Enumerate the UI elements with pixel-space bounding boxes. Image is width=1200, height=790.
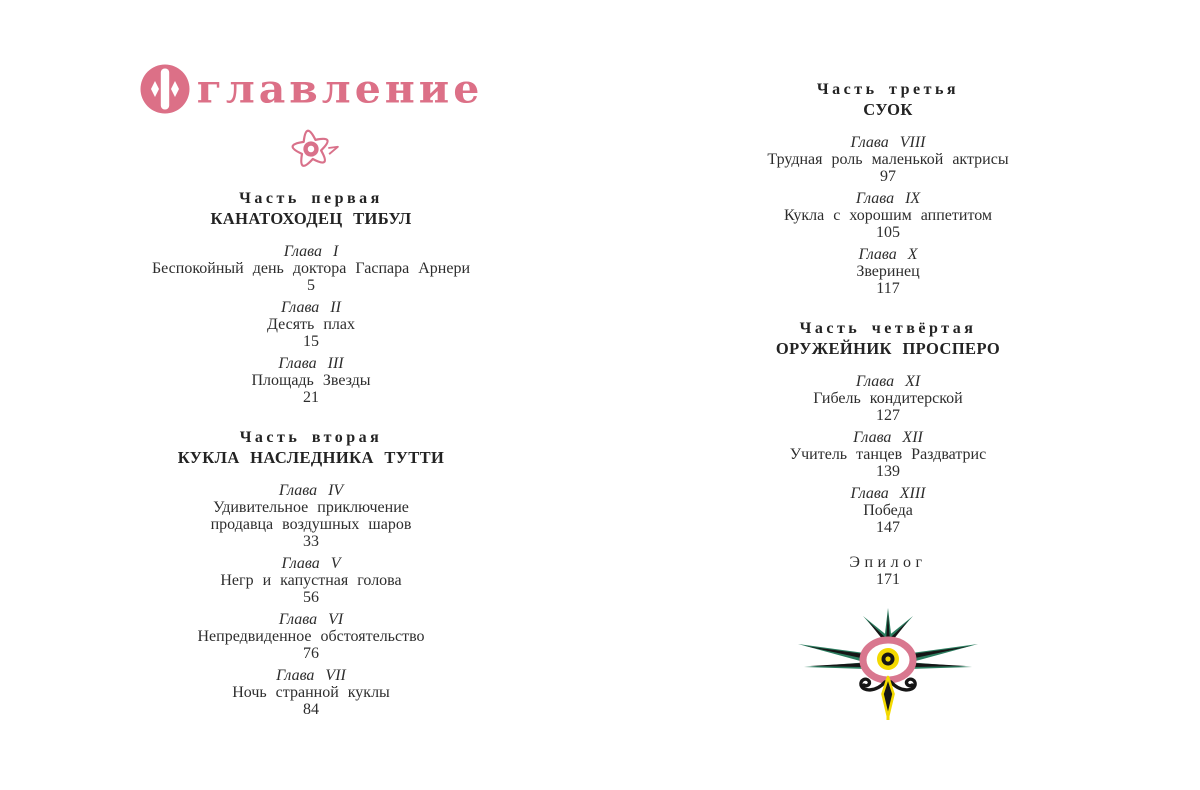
rosette-flower-icon	[283, 125, 339, 173]
chapter-label: Глава IV	[278, 482, 344, 499]
chapter-title-line: Ночь странной куклы	[232, 684, 390, 701]
chapter-label: Глава XIII	[850, 485, 926, 502]
flower-ornament	[101, 125, 521, 173]
toc-left-page	[101, 62, 521, 718]
part-name: Часть третья	[816, 81, 960, 98]
page-title-text: главление	[196, 65, 484, 112]
chapter-title-line: Победа	[863, 502, 913, 519]
chapter-title-line: Зверинец	[856, 263, 920, 280]
toc-entry	[101, 243, 521, 294]
page-number: 33	[303, 533, 319, 550]
chapter-title-line: Площадь Звезды	[251, 372, 371, 389]
page-number: 105	[876, 224, 900, 241]
part-name: Часть вторая	[239, 429, 383, 446]
chapter-label: Глава III	[278, 355, 344, 372]
toc-entry	[101, 667, 521, 718]
toc-entry	[101, 555, 521, 606]
page-number: 84	[303, 701, 319, 718]
part-title: СУОК	[863, 100, 913, 119]
toc-entry	[101, 355, 521, 406]
part-heading	[101, 428, 521, 468]
toc-entry	[678, 485, 1098, 536]
toc-entry	[678, 429, 1098, 480]
part-title: КУКЛА НАСЛЕДНИКА ТУТТИ	[177, 448, 445, 467]
chapter-label: Глава VI	[278, 611, 344, 628]
chapter-label: Глава VII	[276, 667, 346, 684]
eye-flower-finial-icon	[790, 606, 986, 720]
toc-column-right	[678, 80, 1098, 588]
finial-ornament	[678, 606, 1098, 725]
toc-entry	[678, 246, 1098, 297]
part-name: Часть первая	[239, 190, 383, 207]
part-name: Часть четвёртая	[799, 320, 977, 337]
page-title	[101, 62, 521, 116]
part-heading	[101, 189, 521, 229]
chapter-title-line: Негр и капустная голова	[220, 572, 402, 589]
toc-section	[678, 554, 1098, 588]
chapter-title-line: Десять плах	[266, 316, 355, 333]
page-number: 139	[876, 463, 900, 480]
toc-column-left	[101, 189, 521, 718]
toc-entry	[678, 373, 1098, 424]
epilogue-label: Эпилог	[849, 554, 927, 571]
chapter-title-line: Учитель танцев Раздватрис	[789, 446, 987, 463]
toc-right-page	[678, 64, 1098, 725]
toc-section	[101, 189, 521, 406]
chapter-label: Глава X	[858, 246, 918, 263]
page-number: 97	[880, 168, 896, 185]
decorative-initial-o-icon	[139, 63, 191, 115]
chapter-label: Глава V	[281, 555, 341, 572]
toc-section	[101, 428, 521, 718]
toc-entry	[678, 190, 1098, 241]
chapter-label: Глава I	[283, 243, 339, 260]
page-number: 76	[303, 645, 319, 662]
page-number: 147	[876, 519, 900, 536]
part-heading	[678, 319, 1098, 359]
page-number: 15	[303, 333, 319, 350]
toc-section	[678, 80, 1098, 297]
chapter-title-line: Трудная роль маленькой актрисы	[767, 151, 1009, 168]
part-title: КАНАТОХОДЕЦ ТИБУЛ	[210, 209, 412, 228]
page-number: 171	[876, 571, 900, 588]
chapter-label: Глава XI	[855, 373, 921, 390]
page-number: 127	[876, 407, 900, 424]
toc-entry	[678, 554, 1098, 588]
page-number: 117	[876, 280, 900, 297]
chapter-title-line: Беспокойный день доктора Гаспара Арнери	[151, 260, 471, 277]
toc-section	[678, 319, 1098, 536]
chapter-title-line: Непредвиденное обстоятельство	[197, 628, 425, 645]
toc-entry	[678, 134, 1098, 185]
page-number: 5	[307, 277, 315, 294]
page-number: 21	[303, 389, 319, 406]
toc-entry	[101, 299, 521, 350]
chapter-label: Глава IX	[855, 190, 921, 207]
chapter-label: Глава VIII	[850, 134, 926, 151]
chapter-title-line: Кукла с хорошим аппетитом	[783, 207, 993, 224]
chapter-label: Глава II	[281, 299, 341, 316]
toc-entry	[101, 482, 521, 550]
part-heading	[678, 80, 1098, 120]
chapter-title-line: Гибель кондитерской	[813, 390, 963, 407]
part-title: ОРУЖЕЙНИК ПРОСПЕРО	[775, 339, 1001, 358]
page-number: 56	[303, 589, 319, 606]
chapter-label: Глава XII	[853, 429, 923, 446]
toc-entry	[101, 611, 521, 662]
chapter-title-line: Удивительное приключение	[213, 499, 409, 516]
chapter-title-line: продавца воздушных шаров	[210, 516, 412, 533]
